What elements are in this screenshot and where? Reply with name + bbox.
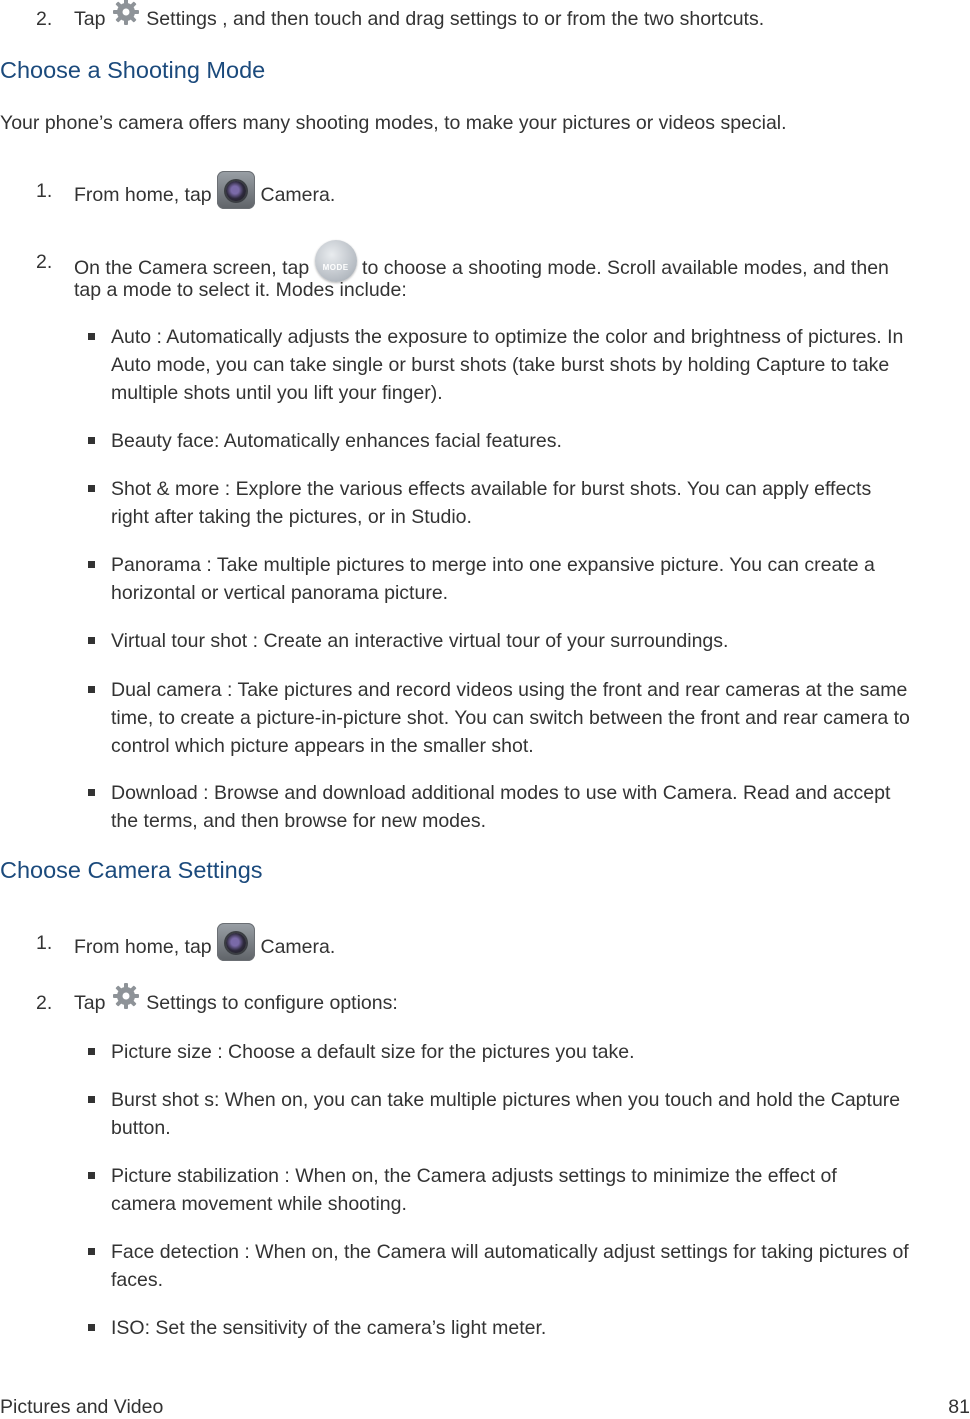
step-text-post: Settings to configure options: bbox=[146, 992, 398, 1015]
list-item-line: Dual camera : Take pictures and record videos using the front and rear cameras at the same bbox=[111, 679, 908, 701]
list-item-line: the terms, and then browse for new modes. bbox=[111, 810, 487, 832]
list-item-line: Burst shot s: When on, you can take multiple pictures when you touch and hold the Capture bbox=[111, 1089, 901, 1111]
step-text-pre: Tap bbox=[74, 8, 106, 31]
step-text bbox=[74, 5, 764, 35]
step-text-post: Camera. bbox=[260, 936, 336, 959]
camera-app-icon bbox=[217, 171, 255, 209]
bullet-marker bbox=[88, 437, 95, 444]
gear-icon bbox=[111, 981, 141, 1011]
step-text-post: Camera. bbox=[260, 184, 336, 207]
step-text bbox=[74, 177, 335, 215]
list-item-line: control which picture appears in the smaller shot. bbox=[111, 735, 534, 757]
list-item-line: button. bbox=[111, 1117, 171, 1139]
bullet-marker bbox=[88, 1048, 95, 1055]
step-text-post: Settings , and then touch and drag settings to or from the two shortcuts. bbox=[146, 8, 765, 31]
step-number: 2. bbox=[36, 8, 53, 30]
list-item-line: time, to create a picture-in-picture shot. You can switch between the front and rear camera to bbox=[111, 707, 910, 729]
list-item-line: Auto mode, you can take single or burst shots (take burst shots by holding Capture to take bbox=[111, 354, 890, 376]
bullet-marker bbox=[88, 686, 95, 693]
list-item-line: Download : Browse and download additional modes to use with Camera. Read and accept bbox=[111, 782, 891, 804]
bullet-marker bbox=[88, 485, 95, 492]
bullet-marker bbox=[88, 1324, 95, 1331]
list-item-line: horizontal or vertical panorama picture. bbox=[111, 582, 449, 604]
list-item-line: Shot & more : Explore the various effects available for burst shots. You can apply effects bbox=[111, 478, 872, 500]
step-number: 2. bbox=[36, 251, 53, 273]
bullet-marker bbox=[88, 1248, 95, 1255]
list-item-line: multiple shots until you lift your finger). bbox=[111, 382, 443, 404]
bullet-marker bbox=[88, 1096, 95, 1103]
bullet-marker bbox=[88, 333, 95, 340]
footer-section-title: Pictures and Video bbox=[0, 1396, 164, 1418]
section-intro: Your phone’s camera offers many shooting modes, to make your pictures or videos special. bbox=[0, 112, 787, 134]
list-item-line: Panorama : Take multiple pictures to merge into one expansive picture. You can create a bbox=[111, 554, 875, 576]
step-text bbox=[74, 929, 335, 967]
step-number: 1. bbox=[36, 932, 53, 954]
step-number: 2. bbox=[36, 992, 53, 1014]
section-heading: Choose a Shooting Mode bbox=[0, 57, 266, 83]
bullet-marker bbox=[88, 1172, 95, 1179]
step-text-pre: Tap bbox=[74, 992, 106, 1015]
step-text-pre: On the Camera screen, tap bbox=[74, 257, 310, 280]
bullet-marker bbox=[88, 637, 95, 644]
list-item-line: ISO: Set the sensitivity of the camera’s light meter. bbox=[111, 1317, 547, 1339]
list-item-line: camera movement while shooting. bbox=[111, 1193, 407, 1215]
bullet-marker bbox=[88, 789, 95, 796]
section-heading: Choose Camera Settings bbox=[0, 857, 263, 883]
step-number: 1. bbox=[36, 180, 53, 202]
step-text-pre: From home, tap bbox=[74, 184, 212, 207]
gear-icon bbox=[111, 0, 141, 27]
camera-app-icon bbox=[217, 923, 255, 961]
list-item-line: Picture size : Choose a default size for the pictures you take. bbox=[111, 1041, 635, 1063]
step-text bbox=[74, 989, 398, 1019]
list-item-line: Face detection : When on, the Camera will automatically adjust settings for taking pictures of bbox=[111, 1241, 909, 1263]
step-text-continued: tap a mode to select it. Modes include: bbox=[74, 279, 407, 301]
mode-button-label: MODE bbox=[322, 263, 349, 272]
list-item-line: Beauty face: Automatically enhances facial features. bbox=[111, 430, 562, 452]
list-item-line: Virtual tour shot : Create an interactive virtual tour of your surroundings. bbox=[111, 630, 729, 652]
list-item-line: faces. bbox=[111, 1269, 164, 1291]
step-text-post: to choose a shooting mode. Scroll available modes, and then bbox=[362, 257, 889, 280]
page-number: 81 bbox=[948, 1396, 970, 1418]
list-item-line: Auto : Automatically adjusts the exposure to optimize the color and brightness of pictures. In bbox=[111, 326, 904, 348]
bullet-marker bbox=[88, 561, 95, 568]
list-item-line: right after taking the pictures, or in Studio. bbox=[111, 506, 472, 528]
step-text-pre: From home, tap bbox=[74, 936, 212, 959]
list-item-line: Picture stabilization : When on, the Camera adjusts settings to minimize the effect of bbox=[111, 1165, 837, 1187]
